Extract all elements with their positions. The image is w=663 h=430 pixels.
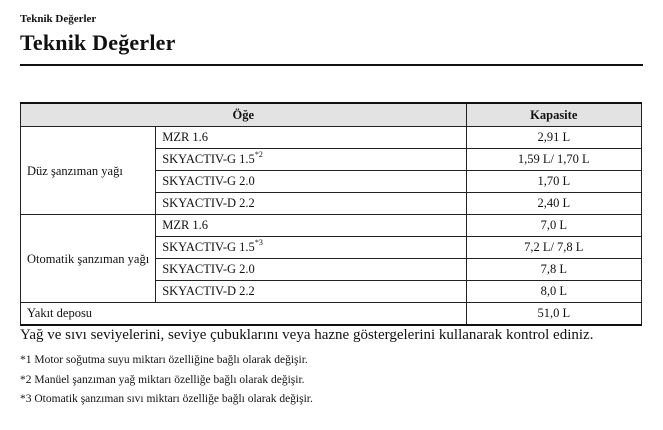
table-header-row — [21, 103, 642, 127]
fuel-label: Yakıt deposu — [21, 303, 467, 326]
footnote-2: *2 Manüel şanzıman yağ miktarı özelliğe bağlı olarak değişir. — [20, 374, 305, 386]
engine-cell: SKYACTIV-G 1.5$^{*2}$ — [156, 149, 466, 171]
capacity-cell: 7,2 L/ 7,8 L — [466, 237, 641, 259]
capacity-cell: 51,0 L — [466, 303, 641, 326]
group-label-manual: Düz şanzıman yağı — [21, 127, 156, 215]
group-label-automatic: Otomatik şanzıman yağı — [21, 215, 156, 303]
table-row — [21, 215, 642, 237]
table-row-fuel — [21, 303, 642, 326]
page-title: Teknik Değerler — [20, 30, 176, 55]
engine-cell: SKYACTIV-D 2.2 — [156, 193, 466, 215]
table-row — [21, 127, 642, 149]
footnote-1: *1 Motor soğutma suyu miktarı özelliğine bağlı olarak değişir. — [20, 354, 308, 366]
header-item: Öğe — [21, 103, 467, 127]
capacity-cell: 8,0 L — [466, 281, 641, 303]
engine-cell: SKYACTIV-G 1.5$^{*3}$ — [156, 237, 466, 259]
footnote-ref: *3 — [254, 237, 263, 247]
engine-cell: SKYACTIV-D 2.2 — [156, 281, 466, 303]
title-divider — [20, 64, 643, 66]
capacity-cell: 2,91 L — [466, 127, 641, 149]
capacity-cell: 1,70 L — [466, 171, 641, 193]
header-capacity: Kapasite — [466, 103, 641, 127]
check-note: Yağ ve sıvı seviyelerini, seviye çubuklarını veya hazne göstergelerini kullanarak kontrol ediniz. — [20, 327, 594, 343]
capacity-cell: 2,40 L — [466, 193, 641, 215]
engine-cell: SKYACTIV-G 2.0 — [156, 259, 466, 281]
engine-cell: MZR 1.6 — [156, 215, 466, 237]
capacity-table — [20, 102, 642, 326]
running-header: Teknik Değerler — [20, 13, 97, 25]
capacity-cell: 1,59 L/ 1,70 L — [466, 149, 641, 171]
footnote-ref: *2 — [254, 149, 263, 159]
capacity-cell: 7,0 L — [466, 215, 641, 237]
engine-cell: MZR 1.6 — [156, 127, 466, 149]
engine-cell: SKYACTIV-G 2.0 — [156, 171, 466, 193]
capacity-cell: 7,8 L — [466, 259, 641, 281]
footnote-3: *3 Otomatik şanzıman sıvı miktarı özelliğe bağlı olarak değişir. — [20, 393, 313, 405]
